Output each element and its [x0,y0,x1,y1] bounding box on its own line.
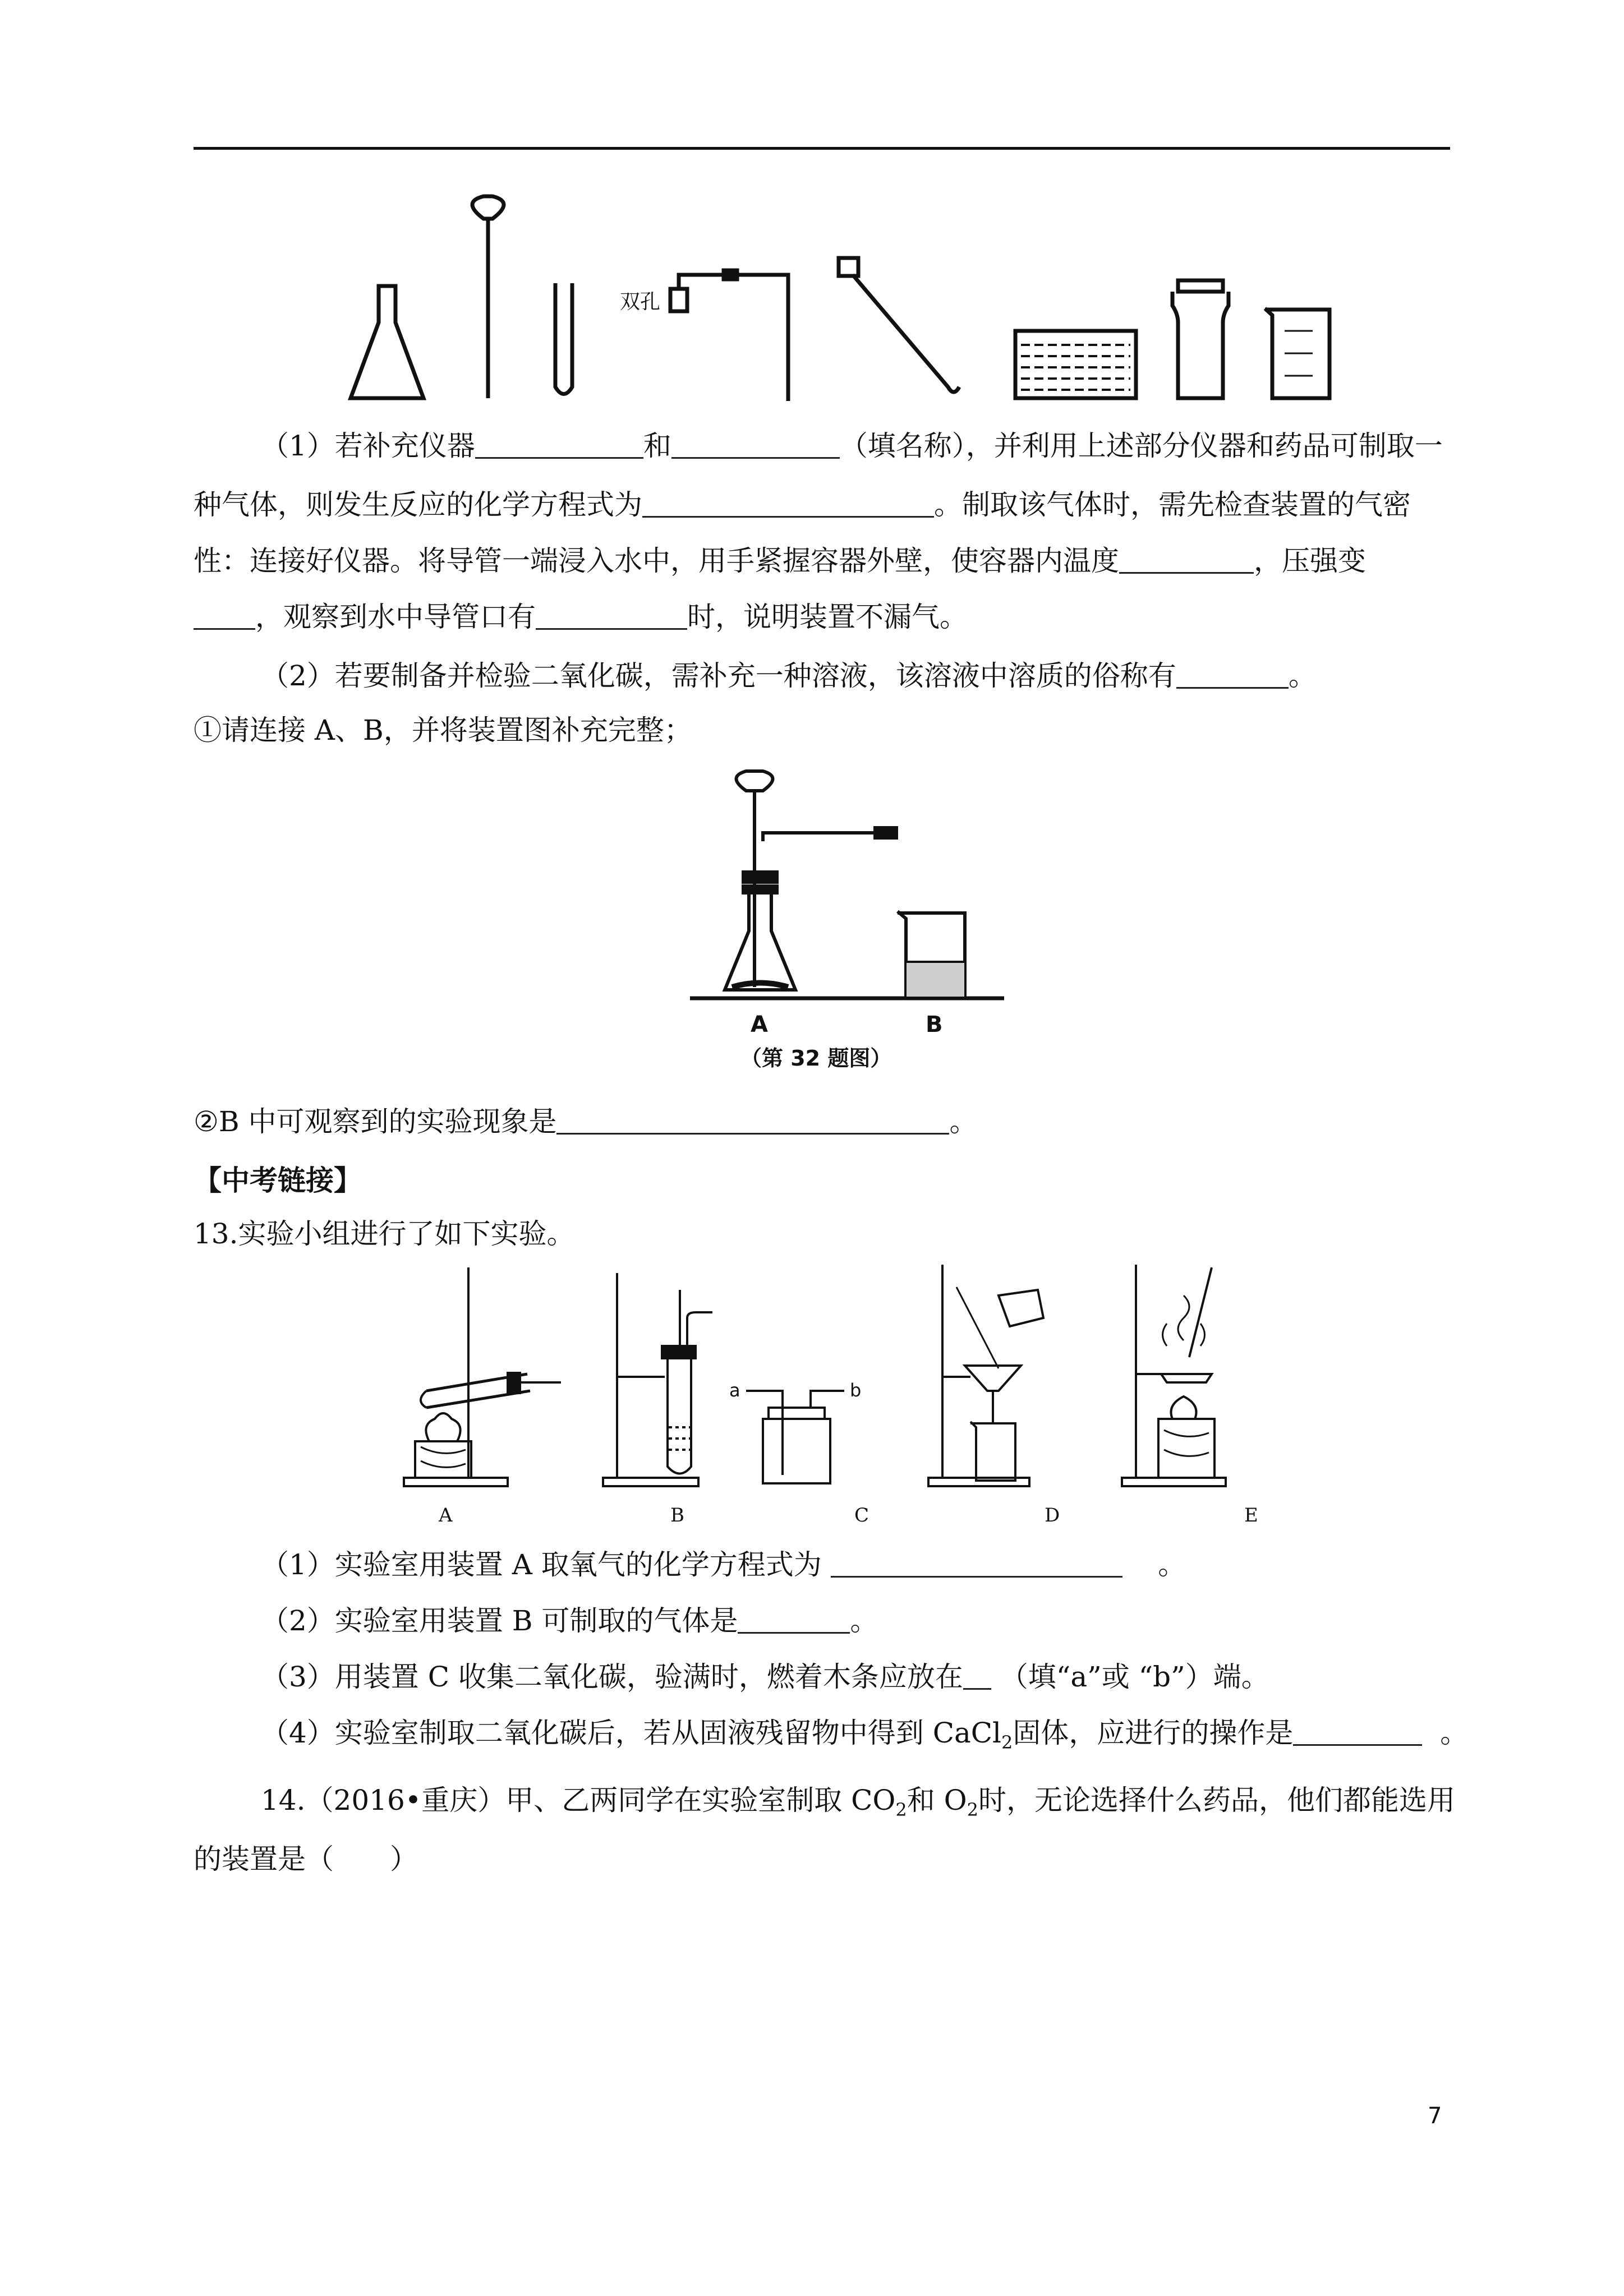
page-number: 7 [1428,2103,1442,2129]
apparatus-e-icon [1122,1265,1226,1486]
q12-p1-line2: 种气体，则发生反应的化学方程式为 。制取该气体时，需先检查装置的气密 [194,488,1411,521]
label-b: B [670,1504,684,1527]
port-b-label: b [850,1380,862,1401]
conical-flask-icon [351,286,424,398]
fig32-caption: （第 32 题图） [740,1046,892,1071]
blank-temperature[interactable] [1119,547,1254,574]
water-trough-icon [1015,331,1136,398]
q12-p1-line1: （1）若补充仪器 和 （填名称），并利用上述部分仪器和药品可制取一 [261,430,1443,462]
fig32-apparatus [690,763,1038,1082]
q14-line1: 14.（2016•重庆）甲、乙两同学在实验室制取 $CO_2$和 $O_2$时，无论选择什么药品，他们都能选用 [261,1784,1456,1820]
label-e: E [1244,1504,1258,1527]
label-a: A [439,1504,453,1527]
q12-p2: （2）若要制备并检验二氧化碳，需补充一种溶液，该溶液中溶质的俗称有 。 [261,660,1317,692]
beaker-icon [1265,308,1329,398]
q13-s1: （1）实验室用装置 A 取氧气的化学方程式为 。 [261,1548,1186,1581]
label-d: D [1045,1504,1060,1527]
blank-port[interactable] [963,1663,991,1690]
q14-line2: 的装置是（ ） [194,1843,418,1875]
label-c: C [854,1504,869,1527]
q13-s2: （2）实验室用装置 B 可制取的气体是 。 [261,1605,878,1637]
port-a-label: a [729,1380,740,1401]
blank-gas[interactable] [738,1607,850,1634]
q12-step1: ①请连接 A、B，并将装置图补充完整； [194,714,692,746]
q12-p1-line3: 性：连接好仪器。将导管一端浸入水中，用手紧握容器外壁，使容器内温度 ，压强变 [194,545,1366,577]
q12-step2: ②B 中可观察到的实验现象是 。 [194,1105,978,1138]
q13-s3: （3）用装置 C 收集二氧化碳，验满时，燃着木条应放在 （填“a”或 “b”）端。 [261,1661,1269,1693]
apparatus-d-icon [928,1265,1043,1486]
blank-observation[interactable] [556,1108,949,1135]
blank-pressure[interactable] [194,603,255,630]
blank-instrument-2[interactable] [671,432,840,459]
header-rule [194,147,1450,150]
q13-apparatus-figure [381,1256,1307,1537]
apparatus-b-icon [603,1273,712,1486]
blank-operation[interactable] [1293,1719,1422,1746]
q13-s4: （4）实验室制取二氧化碳后，若从固液残留物中得到 CaCl$_2$固体，应进行的操作是 。 [261,1717,1469,1753]
fig32-label-b: B [926,1012,943,1038]
blank-solute-name[interactable] [1176,662,1289,689]
q12-p1-line4: ，观察到水中导管口有 时，说明装置不漏气。 [194,600,968,634]
apparatus-c-icon [746,1391,844,1483]
long-neck-funnel-icon [472,196,504,398]
apparatus-figure [337,185,1374,409]
fig32-label-a: A [751,1012,768,1038]
delivery-tube-icon [679,270,788,401]
gas-jar-icon [1172,280,1229,398]
blank-equation-1[interactable] [642,491,934,518]
q13-title: 13.实验小组进行了如下实验。 [194,1218,575,1250]
apparatus-a-icon [404,1267,561,1486]
bent-tube-icon [839,258,959,392]
blank-oxygen-equation[interactable] [831,1551,1122,1578]
double-hole-label: 双孔 [620,291,661,313]
section-title: 【中考链接】 [194,1164,362,1197]
blank-bubbles[interactable] [536,603,687,630]
blank-instrument-1[interactable] [475,432,643,459]
double-hole-stopper-icon [670,289,687,311]
test-tube-icon [555,283,572,394]
